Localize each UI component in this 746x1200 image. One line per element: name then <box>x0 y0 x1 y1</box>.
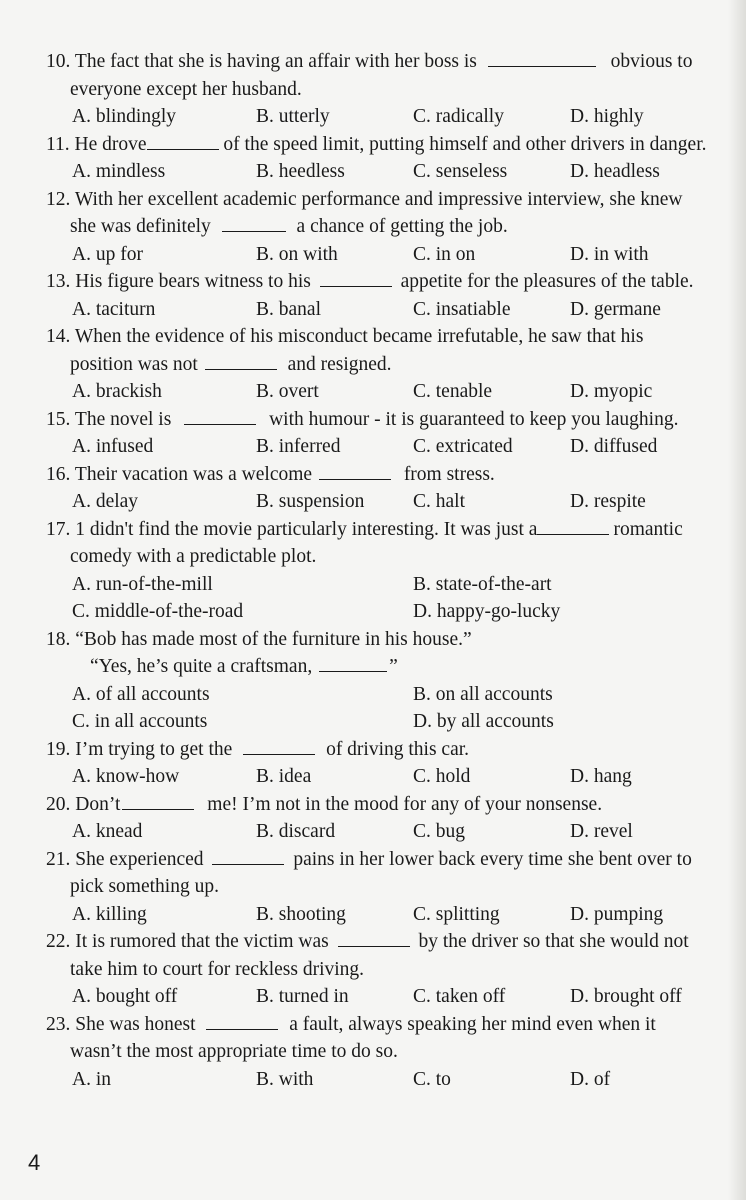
option-b: B. shooting <box>256 903 346 925</box>
answer-options <box>46 708 730 736</box>
option-c: C. in all accounts <box>72 711 208 732</box>
question-text: The fact that she is having an affair with her boss is <box>74 51 477 72</box>
question-text: His figure bears witness to his <box>75 271 311 292</box>
option-c: C. insatiable <box>413 298 511 320</box>
question-text: She experienced <box>75 848 204 870</box>
option-d: D. brought off <box>570 986 682 1007</box>
question-15 <box>46 406 730 461</box>
answer-blank <box>205 351 277 370</box>
option-a: A. run-of-the-mill <box>72 573 213 595</box>
answer-blank <box>212 846 284 865</box>
question-14 <box>46 323 730 406</box>
option-b: B. idea <box>256 766 312 787</box>
answer-blank <box>222 213 286 232</box>
answer-options <box>46 158 730 186</box>
question-number: 15. <box>46 408 71 430</box>
answer-blank <box>319 461 391 480</box>
option-b: B. banal <box>256 298 321 320</box>
option-c: C. halt <box>413 491 465 512</box>
page-number: 4 <box>28 1150 41 1175</box>
question-number: 17. <box>46 518 71 540</box>
question-text: comedy with a predictable plot. <box>70 546 317 567</box>
answer-options <box>46 571 730 599</box>
answer-options <box>46 681 730 709</box>
answer-options <box>46 983 730 1011</box>
option-c: C. middle-of-the-road <box>72 601 244 622</box>
question-text: With her excellent academic performance and impressive interview, she knew <box>74 188 683 210</box>
option-b: B. heedless <box>256 161 345 182</box>
option-a: A. know-how <box>72 766 180 787</box>
question-number: 14. <box>46 326 71 347</box>
option-b: B. utterly <box>256 106 330 127</box>
answer-blank <box>320 268 392 287</box>
question-text: obvious to <box>610 51 693 72</box>
option-d: D. headless <box>570 161 660 182</box>
answer-options <box>46 378 730 406</box>
option-d: D. of <box>570 1068 611 1090</box>
option-a: A. brackish <box>72 381 162 402</box>
option-a: A. taciturn <box>72 298 156 320</box>
question-text: It is rumored that the victim was <box>75 931 329 952</box>
question-number: 13. <box>46 271 71 292</box>
option-a: A. bought off <box>72 986 178 1007</box>
option-c: C. extricated <box>413 436 513 457</box>
option-b: B. on all accounts <box>413 683 553 705</box>
question-text: position was not <box>70 353 198 375</box>
question-text: ” <box>389 656 398 677</box>
answer-options <box>46 433 730 461</box>
option-c: C. splitting <box>413 903 500 925</box>
option-a: A. up for <box>72 243 143 265</box>
option-b: B. turned in <box>256 986 349 1007</box>
question-13 <box>46 268 730 323</box>
question-17 <box>46 516 730 626</box>
question-20 <box>46 791 730 846</box>
option-a: A. of all accounts <box>72 683 210 705</box>
answer-blank <box>184 406 256 425</box>
question-text: from stress. <box>403 463 495 485</box>
question-number: 22. <box>46 931 71 952</box>
question-number: 16. <box>46 463 71 485</box>
question-text: by the driver so that she would not <box>418 931 689 952</box>
answer-options <box>46 103 730 131</box>
question-text: He drove <box>74 133 147 155</box>
question-text: wasn’t the most appropriate time to do so. <box>70 1041 398 1062</box>
option-a: A. mindless <box>72 161 166 182</box>
question-text: 1 didn't find the movie particularly interesting. It was just a <box>75 518 538 540</box>
question-12 <box>46 186 730 269</box>
option-d: D. revel <box>570 821 633 842</box>
answer-options <box>46 1066 730 1094</box>
question-text: of driving this car. <box>326 738 470 760</box>
option-d: D. in with <box>570 243 649 265</box>
question-10 <box>46 48 730 131</box>
question-text: The novel is <box>74 408 172 430</box>
question-text: pick something up. <box>70 876 219 897</box>
answer-blank <box>537 516 609 535</box>
question-text: Their vacation was a welcome <box>74 463 313 485</box>
question-text: everyone except her husband. <box>70 78 302 100</box>
question-text: she was definitely <box>70 216 211 237</box>
option-d: D. pumping <box>570 903 664 925</box>
question-text: of the speed limit, putting himself and other drivers in danger. <box>223 133 707 155</box>
option-b: B. overt <box>256 381 319 402</box>
option-a: A. in <box>72 1068 111 1090</box>
option-d: D. germane <box>570 298 661 320</box>
option-b: B. state-of-the-art <box>413 573 552 595</box>
answer-blank <box>206 1011 278 1030</box>
option-c: C. radically <box>413 106 504 127</box>
option-d: D. hang <box>570 766 632 787</box>
option-b: B. with <box>256 1068 314 1090</box>
option-c: C. in on <box>413 243 476 265</box>
answer-options <box>46 241 730 269</box>
answer-blank <box>147 131 219 150</box>
question-text: “Bob has made most of the furniture in his house.” <box>75 628 472 650</box>
answer-blank <box>338 928 410 947</box>
question-number: 23. <box>46 1013 71 1035</box>
option-b: B. discard <box>256 821 336 842</box>
answer-options <box>46 818 730 846</box>
answer-options <box>46 598 730 626</box>
question-text: take him to court for reckless driving. <box>70 958 365 980</box>
question-list <box>46 48 730 1093</box>
option-d: D. myopic <box>570 381 653 402</box>
option-a: A. delay <box>72 491 139 512</box>
option-a: A. knead <box>72 821 143 842</box>
answer-options <box>46 901 730 929</box>
question-text: pains in her lower back every time she bent over to <box>293 848 692 870</box>
option-c: C. to <box>413 1068 451 1090</box>
answer-blank <box>488 48 596 67</box>
question-text: I’m trying to get the <box>75 738 233 760</box>
option-c: C. tenable <box>413 381 493 402</box>
answer-options <box>46 296 730 324</box>
question-text: a fault, always speaking her mind even when it <box>289 1013 656 1035</box>
option-c: C. bug <box>413 821 466 842</box>
question-text: a chance of getting the job. <box>296 216 508 237</box>
question-22 <box>46 928 730 1011</box>
answer-options <box>46 488 730 516</box>
question-number: 19. <box>46 738 71 760</box>
question-number: 11. <box>46 133 70 155</box>
page-edge-shadow <box>728 0 746 1200</box>
option-d: D. highly <box>570 106 644 127</box>
question-19 <box>46 736 730 791</box>
question-text: with humour - it is guaranteed to keep you laughing. <box>269 408 679 430</box>
option-b: B. on with <box>256 243 338 265</box>
question-11 <box>46 131 730 186</box>
answer-options <box>46 763 730 791</box>
option-b: B. inferred <box>256 436 341 457</box>
question-number: 20. <box>46 793 71 815</box>
question-text: appetite for the pleasures of the table. <box>400 271 694 292</box>
question-text: When the evidence of his misconduct became irrefutable, he saw that his <box>74 326 644 347</box>
answer-blank <box>243 736 315 755</box>
option-a: A. infused <box>72 436 154 457</box>
question-18 <box>46 626 730 736</box>
question-text: “Yes, he’s quite a craftsman, <box>90 656 313 677</box>
option-d: D. happy-go-lucky <box>413 601 561 622</box>
question-text: She was honest <box>75 1013 196 1035</box>
question-text: me! I’m not in the mood for any of your nonsense. <box>207 793 603 815</box>
question-23 <box>46 1011 730 1094</box>
question-16 <box>46 461 730 516</box>
question-number: 21. <box>46 848 71 870</box>
option-d: D. diffused <box>570 436 658 457</box>
question-number: 10. <box>46 51 71 72</box>
option-b: B. suspension <box>256 491 365 512</box>
option-c: C. hold <box>413 766 471 787</box>
option-c: C. taken off <box>413 986 506 1007</box>
option-c: C. senseless <box>413 161 508 182</box>
question-text: and resigned. <box>287 353 392 375</box>
option-d: D. by all accounts <box>413 711 554 732</box>
question-21 <box>46 846 730 929</box>
answer-blank <box>319 653 387 672</box>
option-d: D. respite <box>570 491 646 512</box>
question-number: 18. <box>46 628 71 650</box>
question-text: romantic <box>613 518 683 540</box>
option-a: A. killing <box>72 903 147 925</box>
question-number: 12. <box>46 188 71 210</box>
question-text: Don’t <box>75 793 121 815</box>
answer-blank <box>122 791 194 810</box>
option-a: A. blindingly <box>72 106 177 127</box>
